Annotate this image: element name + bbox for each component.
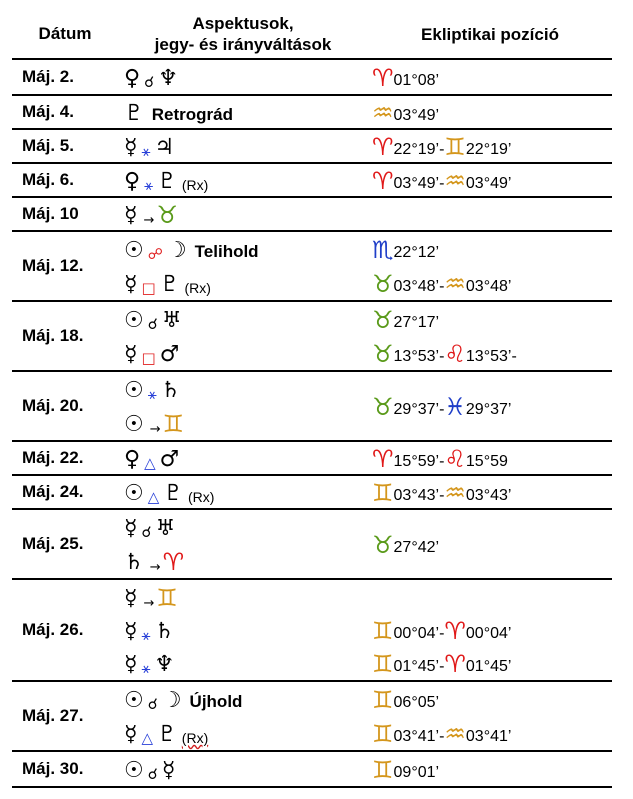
planet-icon: ☉ (124, 412, 144, 437)
table-row (12, 60, 612, 96)
event-label: Újhold (189, 692, 243, 711)
table-row (12, 752, 612, 788)
aspect-symbol-icon: △ (144, 454, 156, 472)
date-cell: Máj. 10 (22, 204, 79, 223)
position-line (372, 584, 612, 610)
position-line (372, 167, 612, 193)
aspects-cell (118, 302, 368, 370)
zodiac-sign-icon: ♈ (372, 133, 394, 161)
aspect-line (124, 756, 368, 782)
zodiac-sign-icon: ♌ (444, 340, 466, 368)
arrow-icon: → (149, 560, 161, 575)
date-cell: Máj. 25. (22, 534, 84, 553)
aspect-line (124, 445, 368, 471)
header-aspects-line2: jegy- és irányváltások (154, 35, 332, 54)
position-line (372, 686, 612, 712)
date-cell: Máj. 22. (22, 448, 84, 467)
aspect-symbol-icon: ☌ (147, 695, 158, 713)
position-cell (368, 130, 612, 162)
planet-icon: ♇ (163, 481, 184, 506)
planet-icon: ☿ (124, 135, 138, 160)
aspects-cell (118, 442, 368, 474)
aspects-cell (118, 476, 368, 508)
aspect-line (124, 720, 368, 746)
planet-icon: ♄ (160, 378, 181, 403)
date-cell: Máj. 5. (22, 136, 74, 155)
degree-value: 01°08’ (393, 72, 440, 89)
position-cell (368, 752, 612, 786)
planet-icon: ☉ (124, 758, 144, 783)
aspect-line (124, 514, 368, 540)
date-cell: Máj. 26. (22, 620, 84, 639)
zodiac-sign-icon: ♒ (444, 720, 466, 748)
degree-value: 00°04’ (465, 624, 512, 642)
planet-icon: ♃ (154, 135, 175, 160)
planet-icon: ☉ (124, 308, 144, 333)
aspect-line (124, 410, 368, 436)
degree-value: 03°48’ (465, 278, 512, 295)
position-line (372, 99, 612, 125)
aspect-line (124, 270, 368, 296)
zodiac-sign-icon: ♊ (444, 133, 466, 161)
date-cell: Máj. 2. (22, 67, 74, 86)
planet-icon: ☽ (161, 688, 182, 713)
aspect-line (124, 167, 368, 193)
aspect-line (124, 548, 368, 574)
aspects-cell (118, 232, 368, 300)
aspect-symbol-icon: ⚹ (141, 659, 151, 678)
aspects-cell (118, 164, 368, 196)
planet-icon: ♇ (157, 722, 177, 747)
position-cell (368, 60, 612, 94)
position-cell (368, 476, 612, 508)
degree-value: 09°01’ (393, 764, 440, 781)
aspect-line (124, 340, 368, 366)
degree-value: 15°59 (465, 453, 508, 470)
degree-value: 06°05’ (393, 694, 440, 711)
aspect-symbol-icon: ⚹ (141, 625, 151, 644)
aspect-symbol-icon: ☌ (141, 523, 152, 541)
aspect-symbol-icon: □ (141, 349, 156, 367)
degree-value: 22°12’ (393, 244, 440, 261)
degree-value: 27°17’ (393, 314, 440, 331)
planet-icon: ♇ (157, 169, 177, 194)
planet-icon: ♆ (158, 66, 178, 91)
degree-value: 22°19’ (465, 141, 512, 158)
planet-icon: ☽ (166, 238, 187, 263)
planet-icon: ☿ (124, 342, 138, 367)
date-cell: Máj. 18. (22, 326, 84, 345)
planet-icon: ☿ (124, 618, 138, 644)
date-cell: Máj. 12. (22, 256, 84, 275)
zodiac-sign-icon: ♉ (372, 306, 394, 334)
planet-icon: ♀ (124, 447, 141, 472)
degree-value: 01°45’- (393, 658, 445, 676)
zodiac-sign-icon: ♈ (162, 548, 185, 576)
aspect-symbol-icon: △ (141, 729, 154, 747)
aspect-symbol-icon: ⚹ (141, 142, 151, 160)
aspect-symbol-icon: △ (147, 488, 160, 506)
header-aspects-line1: Aspektusok, (192, 13, 294, 33)
zodiac-sign-icon: ♉ (372, 531, 394, 559)
planet-icon: ♅ (161, 308, 182, 333)
aspect-symbol-icon: ☍ (147, 245, 163, 263)
zodiac-sign-icon: ♏ (372, 236, 394, 264)
degree-value: 01°45’ (465, 658, 512, 676)
position-line (372, 270, 612, 296)
aspect-symbol-icon: ☌ (144, 73, 155, 91)
zodiac-sign-icon: ♒ (444, 270, 466, 298)
aspects-cell (118, 96, 368, 128)
date-cell: Máj. 20. (22, 396, 84, 415)
zodiac-sign-icon: ♊ (162, 410, 185, 438)
degree-value: 22°19’- (393, 141, 445, 158)
table-header (12, 10, 612, 58)
arrow-icon: → (143, 213, 155, 228)
aspect-symbol-icon: ☌ (147, 765, 158, 783)
aspects-cell (118, 60, 368, 94)
zodiac-sign-icon: ♈ (444, 650, 466, 679)
arrow-icon: → (149, 422, 161, 437)
position-cell (368, 96, 612, 128)
position-line (372, 306, 612, 332)
aspects-cell (118, 198, 368, 230)
planet-icon: ☿ (161, 758, 176, 783)
position-line (372, 479, 612, 505)
aspect-line (124, 133, 368, 159)
degree-value: 00°04’- (393, 624, 445, 642)
degree-value: 13°53’- (393, 348, 445, 365)
planet-icon: ♅ (155, 516, 176, 541)
event-label: Telihold (194, 242, 259, 261)
position-cell (368, 198, 612, 230)
header-aspects (118, 13, 368, 56)
planet-icon: ♂ (159, 447, 180, 472)
table-row (12, 302, 612, 372)
zodiac-sign-icon: ♊ (372, 479, 394, 507)
table-row (12, 232, 612, 302)
retrograde-marker: (Rx) (181, 730, 209, 746)
planet-icon: ♂ (159, 342, 180, 367)
position-line (372, 617, 612, 643)
degree-value: 15°59’- (393, 453, 445, 470)
planet-icon: ☉ (124, 378, 144, 403)
zodiac-sign-icon: ♉ (372, 340, 394, 368)
position-line (372, 445, 612, 471)
zodiac-sign-icon: ♉ (372, 393, 394, 421)
aspect-symbol-icon: □ (141, 279, 156, 297)
zodiac-sign-icon: ♈ (444, 616, 466, 645)
planet-icon: ☿ (124, 722, 138, 747)
header-position: Ekliptikai pozíció (421, 25, 559, 44)
aspect-line (124, 201, 368, 227)
zodiac-sign-icon: ♒ (372, 99, 394, 127)
position-cell (368, 372, 612, 440)
degree-value: 29°37’ (465, 401, 512, 418)
position-line (372, 393, 612, 419)
zodiac-sign-icon: ♒ (444, 479, 466, 507)
table-row (12, 580, 612, 682)
zodiac-sign-icon: ♈ (372, 445, 394, 473)
planet-icon: ♄ (124, 550, 144, 575)
degree-value: 03°49’- (393, 175, 445, 192)
position-cell (368, 682, 612, 750)
position-line (372, 340, 612, 366)
degree-value: 03°41’- (393, 728, 445, 745)
zodiac-sign-icon: ♊ (372, 720, 394, 748)
zodiac-sign-icon: ♊ (372, 616, 394, 645)
table-row (12, 510, 612, 580)
position-line (372, 531, 612, 557)
position-cell (368, 580, 612, 680)
zodiac-sign-icon: ♈ (372, 167, 394, 195)
event-label: Retrográd (151, 105, 233, 124)
planet-icon: ☉ (124, 481, 144, 506)
zodiac-sign-icon: ♒ (444, 167, 466, 195)
zodiac-sign-icon: ♌ (444, 445, 466, 473)
aspect-line (124, 64, 368, 90)
aspect-line (124, 479, 368, 505)
aspects-cell (118, 580, 368, 680)
zodiac-sign-icon: ♊ (372, 650, 394, 679)
table-row (12, 476, 612, 510)
planet-icon: ☿ (124, 516, 138, 541)
position-line (372, 756, 612, 782)
aspect-line (124, 686, 368, 712)
position-line (372, 650, 612, 679)
position-cell (368, 302, 612, 370)
table-row (12, 442, 612, 476)
degree-value: 27°42’ (393, 539, 440, 556)
degree-value: 03°49’ (393, 107, 440, 124)
planet-icon: ♇ (159, 272, 180, 297)
aspect-symbol-icon: ⚹ (144, 176, 154, 194)
zodiac-sign-icon: ♉ (372, 270, 394, 298)
planet-icon: ☉ (124, 238, 144, 263)
table-row (12, 198, 612, 232)
position-line (372, 64, 612, 90)
date-cell: Máj. 30. (22, 759, 84, 778)
aspect-line (124, 650, 368, 676)
aspect-line (124, 584, 368, 610)
table-row (12, 96, 612, 130)
retrograde-marker: (Rx) (181, 177, 209, 193)
aspect-line (124, 617, 368, 643)
degree-value: 03°43’ (465, 487, 512, 504)
zodiac-sign-icon: ♊ (372, 756, 394, 784)
planet-icon: ☿ (124, 203, 138, 228)
zodiac-sign-icon: ♊ (372, 686, 394, 714)
retrograde-marker: (Rx) (184, 280, 211, 296)
aspect-symbol-icon: ⚹ (147, 385, 157, 403)
zodiac-sign-icon: ♓ (444, 393, 466, 421)
degree-value: 03°48’- (393, 278, 445, 295)
position-cell (368, 232, 612, 300)
date-cell: Máj. 6. (22, 170, 74, 189)
planet-icon: ☿ (124, 652, 138, 678)
aspects-cell (118, 682, 368, 750)
aspect-line (124, 236, 368, 262)
table-row (12, 372, 612, 442)
table-row (12, 130, 612, 164)
aspects-cell (118, 130, 368, 162)
table-body (12, 58, 612, 788)
zodiac-sign-icon: ♊ (156, 583, 178, 612)
table-row (12, 682, 612, 752)
planet-icon: ♄ (154, 618, 175, 644)
aspect-symbol-icon: ☌ (147, 315, 158, 333)
planet-icon: ☉ (124, 688, 144, 713)
aspect-line (124, 306, 368, 332)
degree-value: 29°37’- (393, 401, 445, 418)
aspects-cell (118, 510, 368, 578)
aspects-cell (118, 372, 368, 440)
position-cell (368, 164, 612, 196)
aspects-cell (118, 752, 368, 786)
header-date: Dátum (38, 24, 92, 43)
zodiac-sign-icon: ♈ (372, 64, 394, 92)
date-cell: Máj. 27. (22, 706, 84, 725)
planet-icon: ♀ (124, 66, 141, 91)
position-cell (368, 442, 612, 474)
aspect-line (124, 99, 368, 125)
degree-value: 13°53’- (465, 348, 517, 365)
position-line (372, 720, 612, 746)
retrograde-marker: (Rx) (188, 489, 215, 505)
planet-icon: ♆ (154, 652, 175, 678)
aspect-line (124, 376, 368, 402)
degree-value: 03°41’ (465, 728, 512, 745)
planet-icon: ☿ (124, 272, 138, 297)
planet-icon: ♀ (124, 169, 141, 194)
table-row (12, 164, 612, 198)
zodiac-sign-icon: ♉ (156, 201, 178, 229)
planet-icon: ☿ (124, 585, 138, 611)
degree-value: 03°43’- (393, 487, 445, 504)
position-line (372, 236, 612, 262)
degree-value: 03°49’ (465, 175, 512, 192)
position-cell (368, 510, 612, 578)
position-line (372, 133, 612, 159)
arrow-icon: → (143, 595, 155, 611)
planet-icon: ♇ (124, 101, 144, 126)
astro-calendar-table (12, 10, 612, 788)
date-cell: Máj. 4. (22, 102, 74, 121)
date-cell: Máj. 24. (22, 482, 84, 501)
